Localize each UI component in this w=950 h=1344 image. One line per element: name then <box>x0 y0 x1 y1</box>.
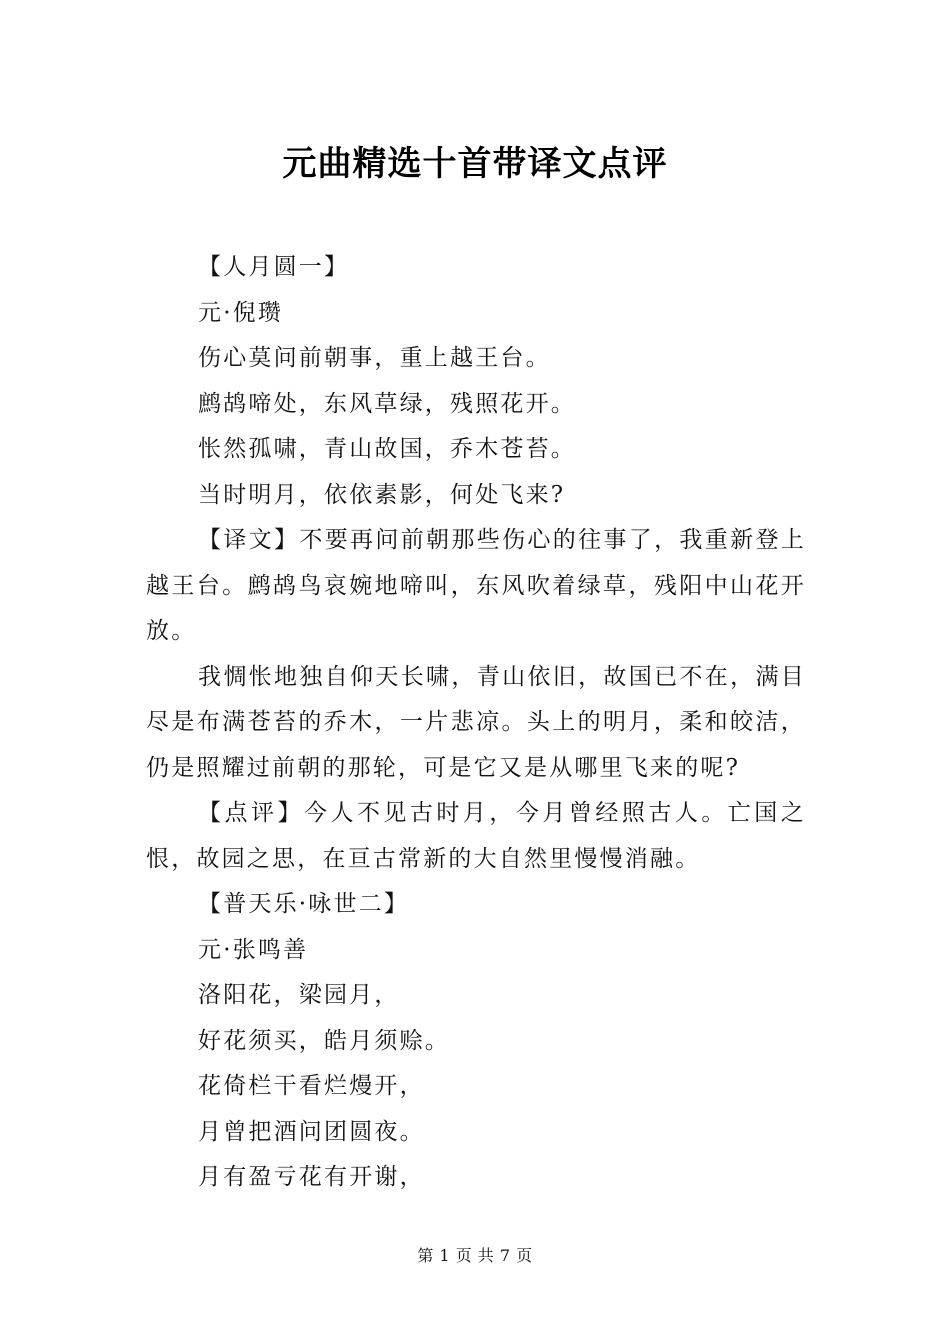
paragraph: 元·倪瓒 <box>198 299 284 326</box>
paragraph: 【点评】今人不见古时月，今月曾经照古人。亡国之恨，故园之思，在亘古常新的大自然里慢慢消融。 <box>146 800 806 872</box>
page-number-footer: 第 1 页 共 7 页 <box>417 1246 533 1265</box>
paragraph: 元·张鸣善 <box>198 936 309 963</box>
paragraph: 当时明月，依依素影，何处飞来? <box>198 481 566 508</box>
paragraph: 鹧鸪啼处，东风草绿，残照花开。 <box>198 390 576 417</box>
paragraph: 怅然孤啸，青山故国，乔木苍苔。 <box>198 436 576 462</box>
paragraph: 【译文】不要再问前朝那些伤心的往事了，我重新登上越王台。鹧鸪鸟哀婉地啼叫，东风吹着绿草，残阳中山花开放。 <box>146 527 806 644</box>
paragraph: 花倚栏干看烂熳开， <box>198 1073 425 1099</box>
paragraph: 月有盈亏花有开谢， <box>198 1164 425 1190</box>
paragraph: 【人月圆一】 <box>198 254 350 280</box>
document-title: 元曲精选十首带译文点评 <box>282 144 668 184</box>
paragraph: 我惆怅地独自仰天长啸，青山依旧，故国已不在，满目尽是布满苍苔的乔木，一片悲凉。头上的明月，柔和皎洁，仍是照耀过前朝的那轮，可是它又是从哪里飞来的呢? <box>146 663 806 781</box>
paragraph: 【普天乐·咏世二】 <box>198 891 410 917</box>
paragraph: 洛阳花，梁园月， <box>198 982 400 1008</box>
paragraph: 伤心莫问前朝事，重上越王台。 <box>198 345 551 371</box>
paragraph: 月曾把酒问团圆夜。 <box>198 1118 425 1145</box>
paragraph: 好花须买，皓月须赊。 <box>198 1027 450 1054</box>
document-body <box>146 245 806 1201</box>
